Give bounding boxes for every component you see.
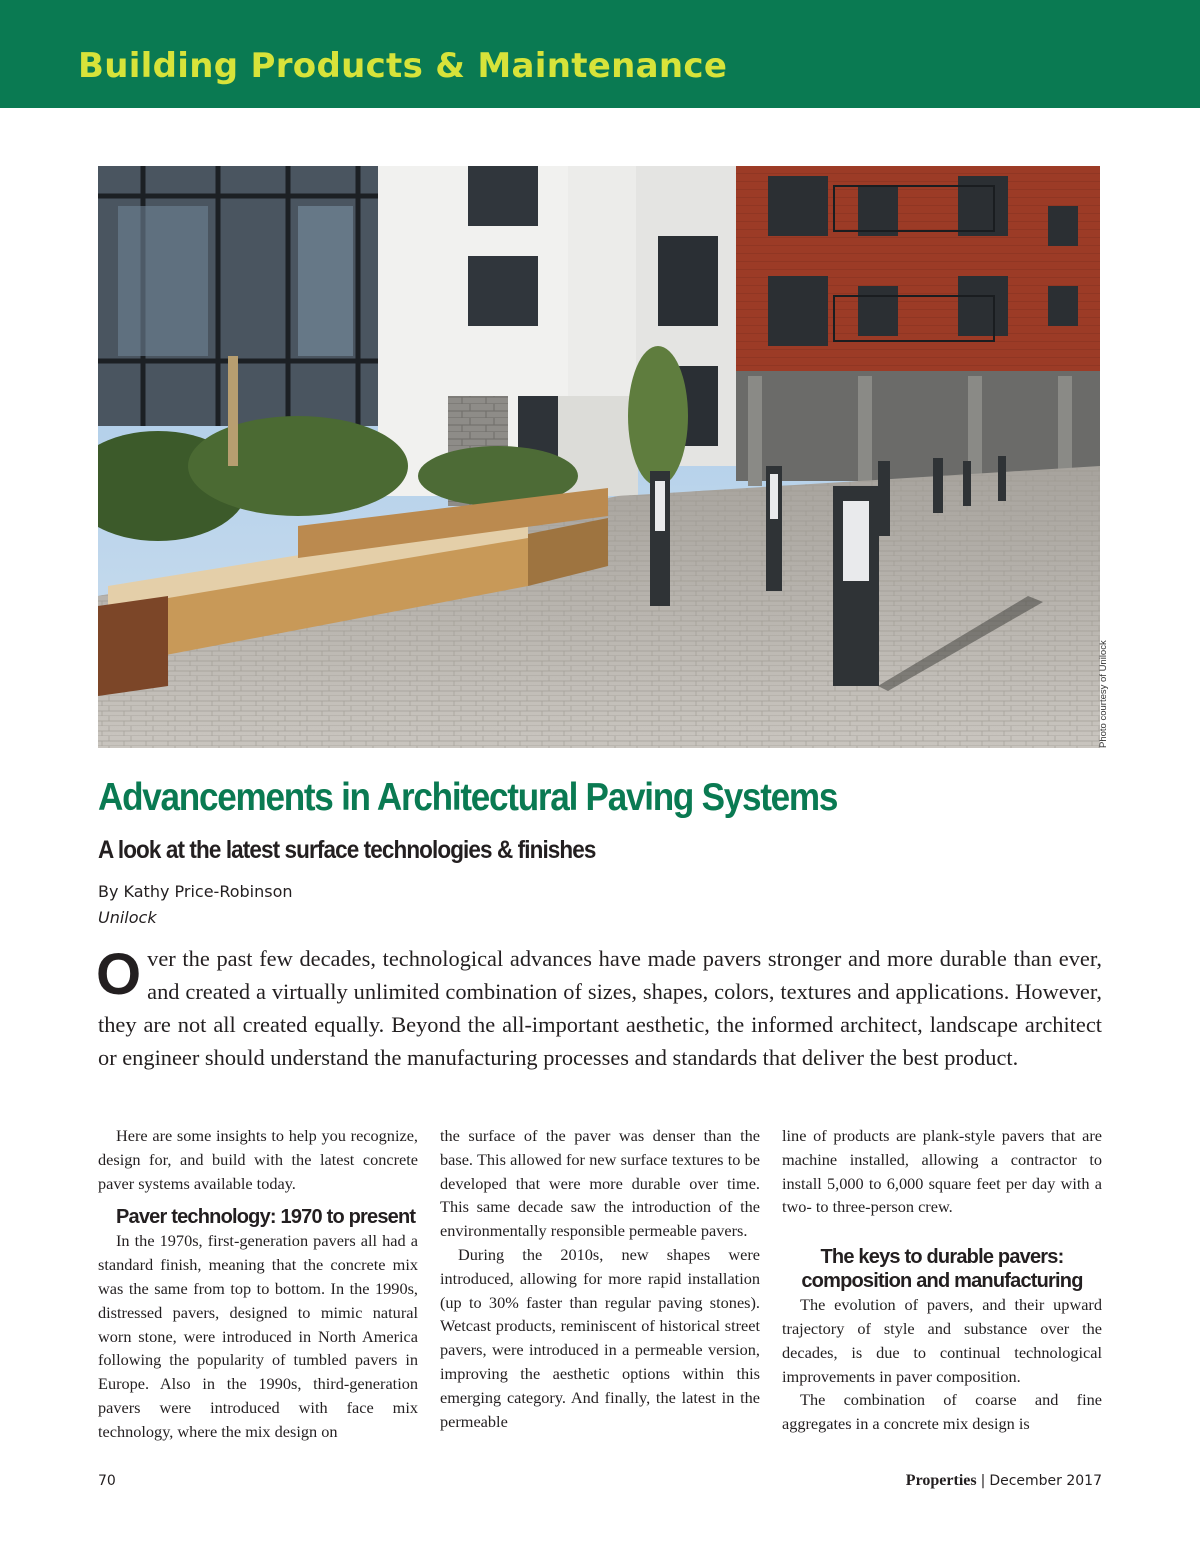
lede-text: ver the past few decades, technological advances have made pavers stronger and more durable than ever, and created a virtually unlimited combination of sizes, shapes, colors, textures and applications. However, they are not all created equally. Beyond the all-important aesthetic, the informed architect, landscape architect or engineer should understand the manufacturing processes and standards that deliver the best product. xyxy=(98,946,1102,1070)
article-subhead: A look at the latest surface technologies & finishes xyxy=(98,836,596,864)
section-banner xyxy=(0,0,1200,108)
section-heading-line-2: composition and manufacturing xyxy=(801,1270,1083,1293)
body-paragraph: The evolution of pavers, and their upward trajectory of style and substance over the decades, is due to continual technological improvements in paver composition. xyxy=(782,1295,1102,1386)
lede-paragraph xyxy=(98,942,1102,1074)
plaza-photo xyxy=(98,166,1100,748)
body-paragraph: The combination of coarse and fine aggregates in a concrete mix design is xyxy=(782,1390,1102,1434)
column-1 xyxy=(98,1124,418,1444)
article-headline: Advancements in Architectural Paving Systems xyxy=(98,776,838,819)
section-heading-keys xyxy=(782,1245,1102,1293)
intro-paragraph: Here are some insights to help you recognize, design for, and build with the latest concrete paver systems available today. xyxy=(98,1126,418,1193)
section-heading-technology: Paver technology: 1970 to present xyxy=(116,1206,416,1229)
drop-cap: O xyxy=(96,942,142,1007)
photo-credit: Photo courtesy of Unilock xyxy=(1098,640,1109,748)
page-footer xyxy=(906,1472,1102,1490)
page-number: 70 xyxy=(98,1473,116,1489)
section-title: Building Products & Maintenance xyxy=(78,46,728,86)
body-paragraph-continued: the surface of the paver was denser than the base. This allowed for new surface textures to be developed that were more durable over time. This same decade saw the introduction of the environmentally responsible permeable pavers. xyxy=(440,1126,760,1241)
byline: By Kathy Price-Robinson xyxy=(98,882,293,901)
author-affiliation: Unilock xyxy=(98,908,157,927)
publication-name: Properties xyxy=(905,1472,977,1489)
body-paragraph-continued: line of products are plank-style pavers that are machine installed, allowing a contractor to install 5,000 to 6,000 square feet per day with a two- to three-person crew. xyxy=(782,1126,1102,1217)
issue-date: December 2017 xyxy=(989,1473,1102,1489)
column-3 xyxy=(782,1124,1102,1436)
section-heading-line-1: The keys to durable pavers: xyxy=(820,1246,1064,1269)
footer-separator: | xyxy=(980,1473,986,1489)
body-paragraph: During the 2010s, new shapes were introduced, allowing for more rapid installation (up to 30% faster than regular paving stones). Wetcast products, reminiscent of historical street pavers, were introduced in a permeable version, improving the aesthetic options within this emerging category. And finally, the latest in the permeable xyxy=(440,1244,760,1431)
column-2 xyxy=(440,1124,760,1433)
body-paragraph: In the 1970s, first-generation pavers all had a standard finish, meaning that the concrete mix was the same from top to bottom. In the 1990s, distressed pavers, designed to mimic natural worn stone, were introduced in North America following the popularity of tumbled pavers in Europe. Also in the 1990s, third-generation pavers were introduced with face mix technology, where the mix design on xyxy=(98,1231,418,1441)
